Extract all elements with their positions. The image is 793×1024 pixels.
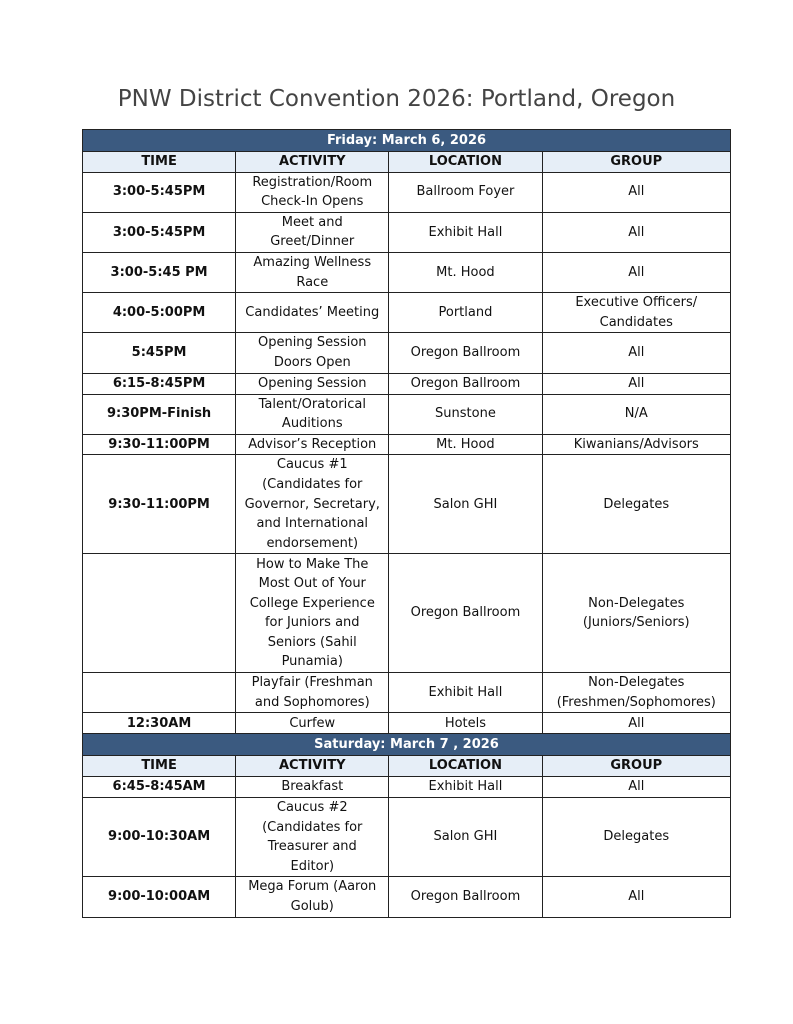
cell-location: Portland <box>389 293 542 333</box>
cell-time: 9:30-11:00PM <box>83 434 236 455</box>
cell-activity: Opening Session Doors Open <box>236 333 389 373</box>
cell-time: 9:00-10:30AM <box>83 798 236 877</box>
cell-group: Kiwanians/Advisors <box>542 434 730 455</box>
cell-activity: Meet and Greet/Dinner <box>236 212 389 252</box>
cell-time <box>83 673 236 713</box>
cell-activity: Caucus #2 (Candidates for Treasurer and Editor) <box>236 798 389 877</box>
column-header-activity: ACTIVITY <box>236 756 389 777</box>
cell-group: Delegates <box>542 798 730 877</box>
cell-activity: Candidates’ Meeting <box>236 293 389 333</box>
cell-group: All <box>542 333 730 373</box>
page-title: PNW District Convention 2026: Portland, Oregon <box>117 86 676 112</box>
cell-group: All <box>542 252 730 292</box>
column-header-location: LOCATION <box>389 756 542 777</box>
schedule-row <box>83 252 731 292</box>
cell-group: All <box>542 172 730 212</box>
cell-activity: Breakfast <box>236 777 389 798</box>
cell-time: 9:30-11:00PM <box>83 455 236 554</box>
cell-time: 3:00-5:45 PM <box>83 252 236 292</box>
cell-group: All <box>542 713 730 734</box>
cell-location: Oregon Ballroom <box>389 373 542 394</box>
cell-group: Non-Delegates (Freshmen/Sophomores) <box>542 673 730 713</box>
cell-time: 3:00-5:45PM <box>83 172 236 212</box>
cell-activity: Playfair (Freshman and Sophomores) <box>236 673 389 713</box>
column-header-group: GROUP <box>542 152 730 173</box>
cell-activity: Advisor’s Reception <box>236 434 389 455</box>
cell-group: All <box>542 877 730 917</box>
cell-location: Exhibit Hall <box>389 212 542 252</box>
schedule-row <box>83 212 731 252</box>
cell-group: Executive Officers/ Candidates <box>542 293 730 333</box>
cell-location: Salon GHI <box>389 455 542 554</box>
schedule-row <box>83 798 731 877</box>
cell-location: Hotels <box>389 713 542 734</box>
column-header-row <box>83 152 731 173</box>
schedule-row <box>83 673 731 713</box>
schedule-table <box>82 129 731 918</box>
schedule-body <box>83 130 731 918</box>
cell-activity: Registration/Room Check-In Opens <box>236 172 389 212</box>
cell-activity: Curfew <box>236 713 389 734</box>
schedule-row <box>83 172 731 212</box>
cell-location: Exhibit Hall <box>389 673 542 713</box>
column-header-time: TIME <box>83 152 236 173</box>
schedule-row <box>83 293 731 333</box>
schedule-row <box>83 333 731 373</box>
schedule-row <box>83 777 731 798</box>
cell-activity: Amazing Wellness Race <box>236 252 389 292</box>
day-label: Friday: March 6, 2026 <box>83 130 731 152</box>
column-header-group: GROUP <box>542 756 730 777</box>
column-header-location: LOCATION <box>389 152 542 173</box>
column-header-row <box>83 756 731 777</box>
cell-group: N/A <box>542 394 730 434</box>
cell-time: 3:00-5:45PM <box>83 212 236 252</box>
cell-activity: Mega Forum (Aaron Golub) <box>236 877 389 917</box>
schedule-row <box>83 394 731 434</box>
cell-group: Delegates <box>542 455 730 554</box>
cell-group: All <box>542 212 730 252</box>
day-header-row <box>83 734 731 756</box>
schedule-row <box>83 877 731 917</box>
day-label: Saturday: March 7 , 2026 <box>83 734 731 756</box>
cell-group: All <box>542 777 730 798</box>
column-header-activity: ACTIVITY <box>236 152 389 173</box>
cell-time: 5:45PM <box>83 333 236 373</box>
cell-activity: Talent/Oratorical Auditions <box>236 394 389 434</box>
cell-location: Sunstone <box>389 394 542 434</box>
column-header-time: TIME <box>83 756 236 777</box>
cell-activity: Opening Session <box>236 373 389 394</box>
cell-time: 9:00-10:00AM <box>83 877 236 917</box>
cell-location: Ballroom Foyer <box>389 172 542 212</box>
cell-activity: How to Make The Most Out of Your College Experience for Juniors and Seniors (Sahil Punamia) <box>236 554 389 673</box>
schedule-row <box>83 554 731 673</box>
cell-location: Oregon Ballroom <box>389 554 542 673</box>
cell-time: 4:00-5:00PM <box>83 293 236 333</box>
cell-location: Oregon Ballroom <box>389 333 542 373</box>
cell-location: Oregon Ballroom <box>389 877 542 917</box>
cell-group: Non-Delegates (Juniors/Seniors) <box>542 554 730 673</box>
cell-time <box>83 554 236 673</box>
schedule-row <box>83 455 731 554</box>
cell-time: 12:30AM <box>83 713 236 734</box>
day-header-row <box>83 130 731 152</box>
cell-time: 6:15-8:45PM <box>83 373 236 394</box>
cell-location: Mt. Hood <box>389 434 542 455</box>
schedule-row <box>83 434 731 455</box>
cell-location: Salon GHI <box>389 798 542 877</box>
cell-group: All <box>542 373 730 394</box>
cell-time: 6:45-8:45AM <box>83 777 236 798</box>
cell-time: 9:30PM-Finish <box>83 394 236 434</box>
cell-location: Mt. Hood <box>389 252 542 292</box>
cell-activity: Caucus #1 (Candidates for Governor, Secretary, and International endorsement) <box>236 455 389 554</box>
schedule-row <box>83 373 731 394</box>
cell-location: Exhibit Hall <box>389 777 542 798</box>
schedule-row <box>83 713 731 734</box>
